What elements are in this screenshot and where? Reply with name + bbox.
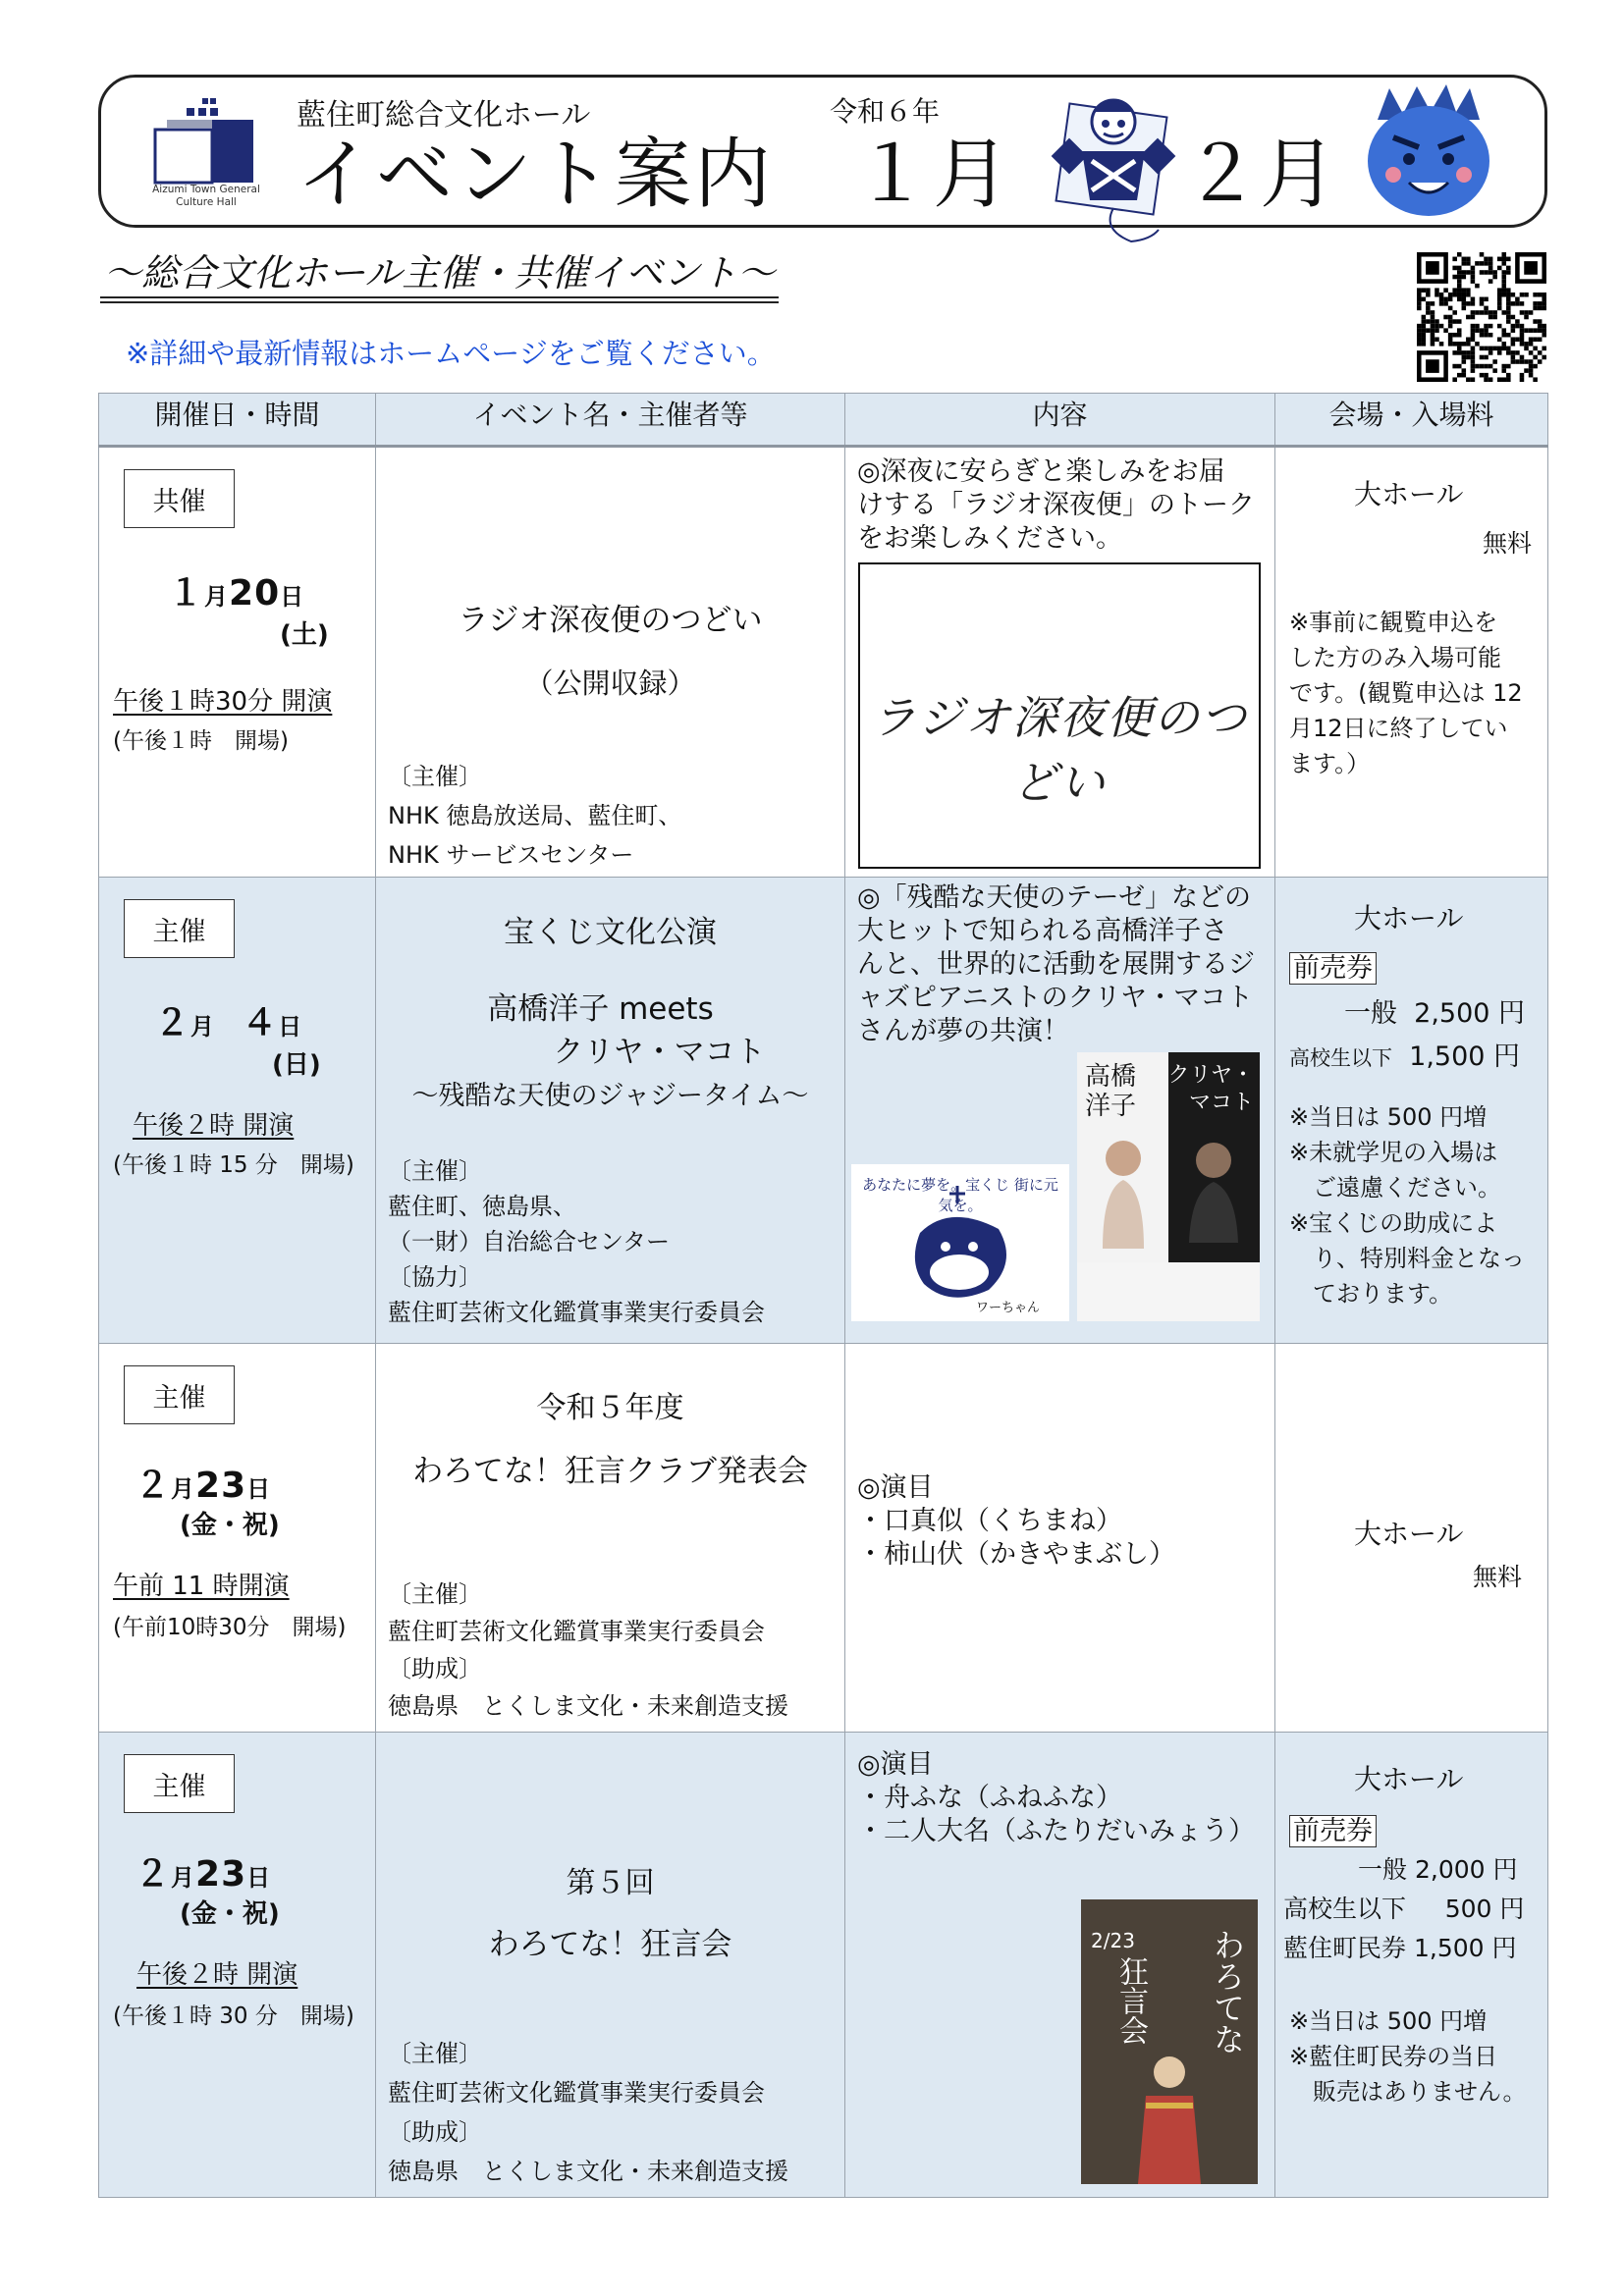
- price-students: [1289, 1035, 1520, 1073]
- poster-text: クリヤ・: [1167, 1063, 1254, 1088]
- page-title-month2: ２月: [1183, 131, 1337, 219]
- organizer-line: 徳島県 とくしま文化・未来創造支援: [388, 2158, 788, 2185]
- grant-label: 〔助成〕: [388, 2118, 482, 2146]
- note-line: ※藍住町民券の当日: [1289, 2043, 1498, 2070]
- organizer-line: 藍住町芸術文化鑑賞事業実行委員会: [388, 1299, 765, 1326]
- event-date: [135, 1846, 271, 1896]
- organizer-label: 〔主催〕: [388, 2040, 482, 2067]
- content-line: ◎深夜に安らぎと楽しみをお届: [857, 456, 1225, 487]
- logo-text: Aizumi Town General Culture Hall: [152, 184, 260, 208]
- organizer-line: 藍住町芸術文化鑑賞事業実行委員会: [388, 1618, 765, 1645]
- note-line: ※未就学児の入場は: [1289, 1139, 1498, 1166]
- era-label: 令和６年: [830, 95, 941, 128]
- note-line: ※事前に観覧申込を: [1289, 609, 1498, 636]
- date-month: ２: [135, 1466, 172, 1506]
- event-subtitle: （公開収録）: [524, 667, 696, 700]
- content-text: [857, 881, 1265, 1048]
- venue: 大ホール: [1354, 902, 1464, 934]
- price-label: 藍住町民券: [1283, 1934, 1407, 1962]
- price-value: 2,500 円: [1414, 998, 1526, 1029]
- price-residents: [1283, 1931, 1517, 1966]
- organizer-label: 〔主催〕: [388, 1157, 482, 1185]
- content-text: [857, 1748, 1265, 1848]
- poster-title-2: わろてな: [1209, 1929, 1246, 2055]
- date-day: 23: [195, 1466, 247, 1506]
- content-line: さんが夢の共演！: [857, 1016, 1069, 1046]
- doors-time: (午前10時30分 開場): [113, 1615, 347, 1640]
- organizer-line: NHK サービスセンター: [388, 841, 634, 869]
- table-row: [99, 447, 1548, 878]
- organizer-label: 〔主催〕: [388, 763, 482, 790]
- table-row: [99, 1733, 1548, 2198]
- note-line: ※宝くじの助成によ: [1289, 1209, 1498, 1237]
- organizer-line: （一財）自治総合センター: [388, 1228, 671, 1255]
- fee: 無料: [1472, 1563, 1522, 1591]
- start-time: 午前 11 時開演: [113, 1572, 290, 1601]
- fee: 無料: [1482, 529, 1532, 558]
- date-day-suffix: 日: [246, 1864, 272, 1892]
- event-title: わろてな！狂言会: [488, 1927, 732, 1962]
- mascot-slogan: あなたに夢を。宝くじ 街に元気を。: [862, 1176, 1058, 1214]
- col-header-event: イベント名・主催者等: [376, 394, 845, 447]
- organizer-label: 〔主催〕: [388, 1580, 482, 1608]
- page-title: イベント案内 １月: [297, 131, 1013, 219]
- sponsor-badge: 主催: [124, 899, 235, 958]
- date-day-suffix: 日: [246, 1475, 272, 1503]
- events-table: [98, 393, 1548, 2198]
- event-subtitle: ～残酷な天使のジャジータイム～: [411, 1081, 809, 1111]
- note-line: です。(観覧申込は 12: [1289, 679, 1523, 707]
- note-line: ご遠慮ください。: [1289, 1174, 1501, 1201]
- event-title: 宝くじ文化公演: [504, 915, 717, 950]
- content-line: ャズピアニストのクリヤ・マコト: [857, 983, 1254, 1013]
- content-text: [857, 455, 1265, 556]
- price-label: 一般: [1344, 998, 1397, 1029]
- date-day: 23: [195, 1854, 247, 1895]
- event-title-line: クリヤ・マコト: [553, 1035, 766, 1070]
- poster-title: 狂言会: [1113, 1956, 1148, 2045]
- table-row: [99, 1344, 1548, 1733]
- date-month-suffix: 月: [171, 1475, 196, 1503]
- note-line: 月12日に終了してい: [1289, 715, 1508, 742]
- price-value: 1,500 円: [1413, 1934, 1517, 1962]
- organizer-line: 藍住町芸術文化鑑賞事業実行委員会: [388, 2079, 765, 2107]
- price-general: [1358, 1852, 1518, 1888]
- singer-photo-icon: [1089, 1131, 1158, 1249]
- content-line: 大ヒットで知られる高橋洋子さ: [857, 916, 1228, 946]
- cosponsor-badge: 共催: [124, 469, 235, 528]
- section-heading: ～総合文化ホール主催・共催イベント～: [100, 249, 779, 298]
- radio-logo-text: ラジオ深夜便のつどい: [871, 691, 1248, 809]
- takarakuji-mascot-image: [851, 1164, 1069, 1321]
- poster-date: 2/23: [1091, 1929, 1135, 1952]
- date-month-suffix: 月: [171, 1864, 196, 1892]
- hall-name: 藍住町総合文化ホール: [297, 98, 591, 133]
- content-line: ・柿山伏（かきやまぶし）: [857, 1539, 1175, 1570]
- date-month: ２: [135, 1854, 172, 1895]
- organizer-line: 藍住町、徳島県、: [388, 1193, 576, 1220]
- content-line: ◎演目: [857, 1472, 934, 1503]
- cooperation-label: 〔協力〕: [388, 1263, 482, 1291]
- price-value: 500 円: [1444, 1895, 1525, 1923]
- note-line: ます。）: [1289, 750, 1371, 777]
- event-title: ラジオ深夜便のつどい: [458, 603, 763, 638]
- date-month-suffix: 月: [190, 1013, 216, 1041]
- day-of-week: (金・祝): [180, 1511, 280, 1540]
- event-year: 令和５年度: [536, 1391, 684, 1425]
- date-day-suffix: 日: [278, 1013, 303, 1041]
- homepage-notice: ※詳細や最新情報はホームページをご覧ください。: [126, 337, 776, 370]
- notes: [1289, 2003, 1526, 2109]
- col-header-date: 開催日・時間: [99, 394, 376, 447]
- doors-time: (午後１時 開場): [113, 728, 289, 754]
- col-header-content: 内容: [845, 394, 1275, 447]
- price-students: [1283, 1892, 1524, 1927]
- note-line: ※当日は 500 円増: [1289, 1103, 1488, 1131]
- price-value: 1,500 円: [1409, 1041, 1521, 1072]
- sponsor-badge: 主催: [124, 1754, 235, 1813]
- price-value: 2,000 円: [1414, 1855, 1518, 1884]
- kite-icon: [1043, 82, 1185, 247]
- event-edition: 第５回: [566, 1866, 655, 1900]
- date-day: 20: [229, 573, 281, 614]
- event-title-line: 高橋洋子 meets: [487, 991, 714, 1027]
- poster-name-2: [1167, 1062, 1254, 1117]
- start-time: 午後２時 開演: [133, 1111, 295, 1141]
- notes: [1289, 1099, 1525, 1311]
- organizer-line: 徳島県 とくしま文化・未来創造支援: [388, 1692, 788, 1720]
- doors-time: (午後１時 15 分 開場): [113, 1152, 354, 1178]
- content-line: ・舟ふな（ふねふな）: [857, 1783, 1122, 1813]
- qr-code-icon[interactable]: [1417, 252, 1546, 382]
- price-general: [1344, 991, 1525, 1030]
- event-date: [168, 565, 304, 615]
- table-header-row: [99, 394, 1548, 447]
- content-line: けする「ラジオ深夜便」のトーク: [857, 490, 1255, 520]
- poster-text: マコト: [1188, 1091, 1254, 1115]
- doors-time: (午後１時 30 分 開場): [113, 2003, 354, 2029]
- poster-text: 高橋: [1085, 1062, 1137, 1092]
- radio-event-logo: [858, 562, 1261, 869]
- table-row: [99, 878, 1548, 1344]
- note-line: した方のみ入場可能: [1289, 644, 1501, 671]
- content-line: んと、世界的に活動を展開するジ: [857, 949, 1255, 980]
- poster-text: 洋子: [1085, 1092, 1137, 1121]
- event-title: わろてな！狂言クラブ発表会: [412, 1454, 808, 1489]
- venue: 大ホール: [1354, 1518, 1464, 1550]
- day-of-week: (土): [280, 620, 329, 650]
- price-label: 高校生以下: [1289, 1046, 1392, 1070]
- note-line: り、特別料金となっ: [1289, 1245, 1525, 1272]
- kyogen-poster-image: [1081, 1899, 1258, 2184]
- content-line: ◎「残酷な天使のテーゼ」などの: [857, 882, 1252, 913]
- date-month-suffix: 月: [204, 583, 230, 611]
- notes: [1289, 605, 1523, 781]
- note-line: ※当日は 500 円増: [1289, 2007, 1488, 2035]
- poster-name-1: [1085, 1062, 1136, 1121]
- sponsor-badge: 主催: [124, 1365, 235, 1424]
- price-label: 高校生以下: [1283, 1895, 1407, 1923]
- content-line: ・口真似（くちまね）: [857, 1506, 1122, 1536]
- organizer-line: NHK 徳島放送局、藍住町、: [388, 802, 682, 829]
- oni-face-icon: [1360, 80, 1497, 220]
- date-day: ４: [242, 1003, 279, 1043]
- advance-ticket-label: 前売券: [1289, 1815, 1377, 1847]
- pianist-photo-icon: [1179, 1135, 1248, 1243]
- date-month: ２: [154, 1003, 191, 1043]
- note-line: ております。: [1289, 1280, 1453, 1308]
- event-date: [154, 995, 302, 1045]
- note-line: 販売はありません。: [1289, 2078, 1527, 2106]
- concert-poster-image: [1077, 1052, 1260, 1321]
- col-header-venue: 会場・入場料: [1275, 394, 1548, 447]
- venue: 大ホール: [1354, 1763, 1464, 1795]
- event-date: [135, 1458, 271, 1508]
- kyogen-performer-icon: [1120, 2047, 1218, 2184]
- venue: 大ホール: [1354, 478, 1464, 510]
- content-text: [857, 1471, 1265, 1572]
- start-time: 午後１時30分 開演: [113, 687, 333, 717]
- mascot-name: ワーちゃん: [975, 1301, 1040, 1315]
- content-line: ◎演目: [857, 1749, 934, 1780]
- price-label: 一般: [1358, 1855, 1408, 1884]
- content-line: ・二人大名（ふたりだいみょう）: [857, 1816, 1255, 1846]
- content-line: をお楽しみください。: [857, 523, 1122, 554]
- date-day-suffix: 日: [280, 583, 305, 611]
- start-time: 午後２時 開演: [136, 1960, 298, 1990]
- grant-label: 〔助成〕: [388, 1655, 482, 1682]
- day-of-week: (金・祝): [180, 1899, 280, 1929]
- date-month: １: [168, 573, 205, 614]
- day-of-week: (日): [272, 1050, 321, 1080]
- advance-ticket-label: 前売券: [1289, 952, 1377, 985]
